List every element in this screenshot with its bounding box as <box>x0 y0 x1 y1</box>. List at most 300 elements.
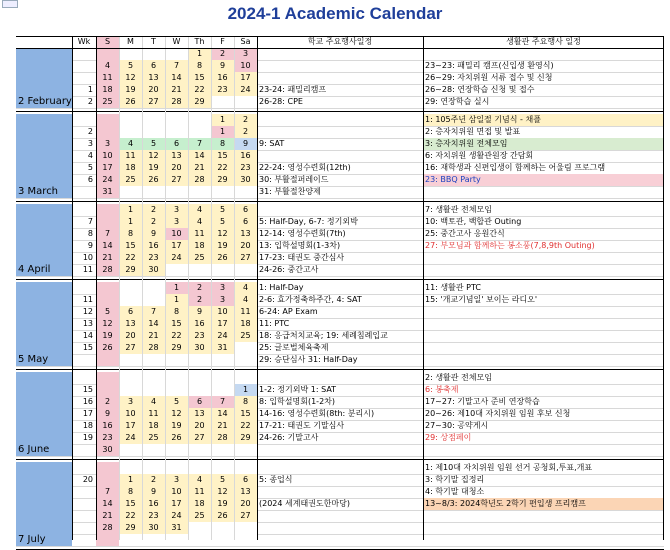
day-cell: 11 <box>96 72 119 84</box>
school-event: 31: 부활절찬양제 <box>259 187 321 196</box>
day-cell: 18 <box>188 498 211 510</box>
day-cell <box>188 126 211 138</box>
day-cell: 5 <box>211 216 234 228</box>
day-cell: 9 <box>96 408 119 420</box>
day-cell: 23 <box>234 162 257 174</box>
day-cell: 28 <box>211 432 234 444</box>
day-cell <box>119 372 142 384</box>
day-cell: 6 <box>119 306 142 318</box>
header-bottom-line <box>16 48 664 49</box>
day-cell <box>234 354 257 366</box>
dorm-event <box>423 306 664 318</box>
day-cell <box>234 462 257 474</box>
week-number: 19 <box>82 433 93 442</box>
week-number <box>72 60 96 72</box>
day-cell: 21 <box>211 420 234 432</box>
day-cell: 26 <box>119 96 142 108</box>
dorm-event <box>423 354 664 366</box>
school-event: 14-16: 영성수련회(8th: 분리시) <box>259 409 375 418</box>
school-event <box>257 60 423 72</box>
day-cell: 3 <box>211 282 234 294</box>
week-number <box>72 114 96 126</box>
day-cell <box>119 444 142 456</box>
week-number: 2 <box>87 97 93 106</box>
day-cell: 10 <box>211 306 234 318</box>
day-cell: 20 <box>142 84 165 96</box>
day-cell <box>188 534 211 546</box>
week-number <box>72 498 96 510</box>
school-event: 1: Half-Day <box>259 283 304 292</box>
day-cell: 5 <box>211 474 234 486</box>
day-cell: 26 <box>165 432 188 444</box>
day-cell: 24 <box>165 252 188 264</box>
day-cell: 2 <box>234 126 257 138</box>
week-number: 15 <box>82 385 93 394</box>
day-cell: 1 <box>211 114 234 126</box>
day-cell: 16 <box>142 240 165 252</box>
school-event <box>257 510 423 522</box>
day-cell: 26 <box>211 510 234 522</box>
day-cell: 22 <box>165 330 188 342</box>
month-band <box>16 282 72 366</box>
day-cell: 23 <box>211 84 234 96</box>
dorm-event: 23: BBQ Party <box>423 174 664 186</box>
day-cell: 1 <box>119 204 142 216</box>
day-cell: 20 <box>234 240 257 252</box>
week-number: 15 <box>82 343 93 352</box>
day-cell: 14 <box>96 498 119 510</box>
day-cell: 12 <box>165 408 188 420</box>
day-cell: 30 <box>142 264 165 276</box>
row-gridline <box>16 276 664 277</box>
month-band <box>16 204 72 276</box>
school-event: 26-28: CPE <box>259 97 303 106</box>
day-cell: 22 <box>211 162 234 174</box>
day-column-gridline <box>142 36 143 540</box>
dorm-event: 2: 생활관 전체모임 <box>425 373 492 382</box>
week-number: 1 <box>87 85 93 94</box>
school-event <box>257 204 423 216</box>
day-cell: 6 <box>165 138 188 150</box>
calendar-grid <box>16 36 664 545</box>
day-cell: 13 <box>188 408 211 420</box>
day-cell: 25 <box>234 330 257 342</box>
day-cell: 12 <box>211 486 234 498</box>
day-cell: 17 <box>119 420 142 432</box>
week-number: 11 <box>82 295 93 304</box>
day-cell: 15 <box>211 150 234 162</box>
day-cell: 20 <box>234 498 257 510</box>
day-cell: 19 <box>211 240 234 252</box>
day-cell <box>188 384 211 396</box>
day-cell: 12 <box>211 228 234 240</box>
day-cell: 15 <box>119 498 142 510</box>
day-cell: 20 <box>119 330 142 342</box>
dorm-event <box>423 252 664 264</box>
day-header-tue: T <box>142 36 165 48</box>
day-cell: 9 <box>234 138 257 150</box>
day-header-fri: F <box>211 36 234 48</box>
day-cell: 28 <box>188 174 211 186</box>
day-cell: 20 <box>165 162 188 174</box>
dorm-event: 7: 생활관 전체모임 <box>425 205 492 214</box>
week-number: 4 <box>87 151 93 160</box>
day-cell: 25 <box>188 252 211 264</box>
day-cell <box>142 444 165 456</box>
day-cell: 7 <box>142 306 165 318</box>
day-cell: 30 <box>142 522 165 534</box>
day-cell: 2 <box>188 282 211 294</box>
week-number: 8 <box>87 229 93 238</box>
day-header-wed: W <box>165 36 188 48</box>
day-cell: 4 <box>142 396 165 408</box>
month-label: 3 March <box>18 186 59 197</box>
day-cell: 29 <box>119 264 142 276</box>
month-label: 6 June <box>18 444 50 455</box>
day-cell <box>142 282 165 294</box>
day-column-gridline <box>165 36 166 540</box>
dorm-event: 26~29: 자치위원 서류 접수 및 신청 <box>425 73 553 82</box>
day-cell: 8 <box>211 138 234 150</box>
day-cell: 24 <box>165 510 188 522</box>
day-cell: 10 <box>165 228 188 240</box>
day-cell: 27 <box>188 432 211 444</box>
day-cell <box>96 474 119 486</box>
day-column-gridline <box>119 36 120 540</box>
day-cell: 18 <box>188 240 211 252</box>
dorm-event: 10: 백토관, 백합관 Outing <box>425 217 522 226</box>
dorm-event: 15: '개교기념일' 보이는 라디오' <box>425 295 538 304</box>
school-event: 8: 입학설명회(1-2차) <box>259 397 336 406</box>
day-cell: 19 <box>142 162 165 174</box>
day-cell <box>142 114 165 126</box>
page-title: 2024-1 Academic Calendar <box>227 4 443 23</box>
day-cell: 17 <box>165 240 188 252</box>
school-event: 2-6: 효가정축하주간, 4: SAT <box>259 295 362 304</box>
day-cell: 10 <box>96 150 119 162</box>
week-number: 3 <box>87 139 93 148</box>
day-cell <box>234 522 257 534</box>
week-number: 20 <box>82 475 93 484</box>
school-event: 11: PTC <box>259 319 290 328</box>
dorm-event: 26~28: 연장학습 신청 및 접수 <box>425 85 535 94</box>
day-cell: 30 <box>96 444 119 456</box>
day-cell <box>211 372 234 384</box>
day-cell: 29 <box>165 342 188 354</box>
school-event <box>257 444 423 456</box>
day-cell <box>188 522 211 534</box>
day-cell <box>96 462 119 474</box>
day-cell <box>188 354 211 366</box>
dorm-event: 2: 층자치위원 면접 및 발표 <box>425 127 521 136</box>
day-cell: 6 <box>142 60 165 72</box>
week-number: 14 <box>82 331 93 340</box>
day-cell <box>188 186 211 198</box>
day-cell: 2 <box>211 48 234 60</box>
day-cell: 21 <box>165 84 188 96</box>
dorm-event <box>423 510 664 522</box>
day-cell: 6 <box>188 396 211 408</box>
dorm-event: 6: 자치위원 생활관원장 간담회 <box>425 151 534 160</box>
day-cell: 9 <box>142 228 165 240</box>
day-cell <box>211 96 234 108</box>
day-cell: 4 <box>119 138 142 150</box>
month-separator <box>16 279 664 280</box>
dorm-event <box>423 522 664 534</box>
school-event <box>257 522 423 534</box>
day-cell: 2 <box>142 204 165 216</box>
week-number: 17 <box>82 409 93 418</box>
day-cell: 8 <box>119 486 142 498</box>
column-line <box>663 36 664 540</box>
dorm-event: 4: 학기말 대청소 <box>425 487 485 496</box>
day-cell <box>119 462 142 474</box>
day-cell <box>142 186 165 198</box>
week-number <box>72 486 96 498</box>
day-cell: 30 <box>234 174 257 186</box>
day-column-gridline <box>234 36 235 540</box>
day-cell: 16 <box>211 72 234 84</box>
day-cell <box>188 444 211 456</box>
dorm-event: 1: 105주년 삼일절 기념식 - 채플 <box>423 114 664 126</box>
day-cell: 9 <box>211 60 234 72</box>
day-cell <box>234 372 257 384</box>
day-cell: 21 <box>96 252 119 264</box>
day-cell: 1 <box>188 48 211 60</box>
day-cell: 21 <box>96 510 119 522</box>
dorm-event <box>423 48 664 60</box>
header-top-line <box>16 36 664 37</box>
day-cell <box>211 444 234 456</box>
week-number <box>72 186 96 198</box>
school-event: 18: 응급처치교육; 19: 세례침례입교 <box>259 331 388 340</box>
week-number <box>72 444 96 456</box>
day-cell <box>211 384 234 396</box>
day-cell <box>165 264 188 276</box>
day-cell <box>96 48 119 60</box>
day-cell <box>188 114 211 126</box>
day-cell: 18 <box>234 318 257 330</box>
day-cell <box>165 186 188 198</box>
day-cell: 18 <box>142 420 165 432</box>
day-cell: 15 <box>119 240 142 252</box>
day-cell: 4 <box>188 474 211 486</box>
day-cell: 4 <box>188 216 211 228</box>
day-cell: 1 <box>165 282 188 294</box>
school-event <box>257 372 423 384</box>
day-cell: 2 <box>188 294 211 306</box>
week-number: 13 <box>82 319 93 328</box>
day-header-thu: Th <box>188 36 211 48</box>
day-cell: 6 <box>234 474 257 486</box>
day-cell: 29 <box>188 96 211 108</box>
day-cell: 11 <box>188 228 211 240</box>
school-event: (2024 세계태권도한마당) <box>259 499 350 508</box>
column-line <box>96 36 97 540</box>
week-number: 7 <box>87 217 93 226</box>
day-cell: 18 <box>96 84 119 96</box>
school-event <box>257 72 423 84</box>
day-cell: 5 <box>142 138 165 150</box>
day-cell: 22 <box>119 510 142 522</box>
day-cell: 24 <box>234 84 257 96</box>
day-cell: 24 <box>211 330 234 342</box>
day-cell: 5 <box>96 306 119 318</box>
day-cell: 21 <box>188 162 211 174</box>
day-cell: 13 <box>142 72 165 84</box>
school-event <box>257 126 423 138</box>
month-label: 2 February <box>18 96 72 107</box>
school-event <box>257 150 423 162</box>
day-cell: 19 <box>119 84 142 96</box>
school-event: 30: 부활절퍼레이드 <box>259 175 329 184</box>
day-header-mon: M <box>119 36 142 48</box>
day-cell: 29 <box>119 522 142 534</box>
school-event: 25: 글로벌체육축제 <box>259 343 329 352</box>
day-cell <box>188 462 211 474</box>
column-line <box>257 36 258 540</box>
dorm-event: 29: 상점페이 <box>425 433 472 442</box>
day-cell: 3 <box>165 216 188 228</box>
dorm-event <box>423 330 664 342</box>
school-event: 13: 입학설명회(1-3차) <box>259 241 341 250</box>
day-cell <box>234 264 257 276</box>
dorm-event: 27: 부모님과 함께하는 봉소풍(7,8,9th Outing) <box>425 241 595 250</box>
month-label: 5 May <box>18 354 49 365</box>
day-cell <box>165 48 188 60</box>
day-cell <box>165 372 188 384</box>
day-cell <box>165 534 188 546</box>
day-cell: 12 <box>96 318 119 330</box>
day-cell: 25 <box>119 174 142 186</box>
day-cell: 1 <box>211 126 234 138</box>
day-cell: 13 <box>234 228 257 240</box>
day-cell <box>165 462 188 474</box>
day-cell: 10 <box>234 60 257 72</box>
day-cell <box>211 534 234 546</box>
day-cell: 2 <box>96 396 119 408</box>
dorm-event: 11: 생활관 PTC <box>425 283 481 292</box>
day-cell: 9 <box>188 306 211 318</box>
week-number: 11 <box>82 265 93 274</box>
week-number <box>72 354 96 366</box>
school-event: 29: 승단심사 31: Half-Day <box>259 355 358 364</box>
day-cell: 4 <box>234 294 257 306</box>
school-event: 22-24: 영성수련회(12th) <box>259 163 351 172</box>
day-cell: 29 <box>211 174 234 186</box>
day-cell: 27 <box>165 174 188 186</box>
day-cell <box>165 114 188 126</box>
day-cell <box>142 48 165 60</box>
school-event <box>257 486 423 498</box>
dorm-event: 17~27: 기말고사 준비 연장학습 <box>425 397 540 406</box>
day-cell <box>142 294 165 306</box>
week-number: 6 <box>87 175 93 184</box>
week-number <box>72 462 96 474</box>
day-cell: 20 <box>188 420 211 432</box>
month-separator <box>16 111 664 112</box>
day-cell: 19 <box>96 330 119 342</box>
day-cell: 15 <box>188 72 211 84</box>
day-cell: 14 <box>96 240 119 252</box>
day-cell <box>96 372 119 384</box>
day-cell: 8 <box>188 60 211 72</box>
day-cell: 23 <box>142 510 165 522</box>
dorm-event: 29: 연장학습 실시 <box>425 97 490 106</box>
day-cell: 19 <box>211 498 234 510</box>
day-cell: 11 <box>119 150 142 162</box>
day-cell: 23 <box>188 330 211 342</box>
day-cell <box>119 354 142 366</box>
school-event: 1-2: 정기외박 1: SAT <box>259 385 337 394</box>
week-number <box>72 534 96 546</box>
day-cell: 3 <box>234 48 257 60</box>
dorm-event: 23~23: 패밀리 캠프(신입생 환영식) <box>425 61 554 70</box>
day-cell: 31 <box>96 186 119 198</box>
day-cell: 11 <box>142 408 165 420</box>
day-cell: 2 <box>234 114 257 126</box>
week-number <box>72 204 96 216</box>
day-cell <box>96 534 119 546</box>
day-cell: 23 <box>96 432 119 444</box>
day-cell <box>119 126 142 138</box>
day-column-gridline <box>188 36 189 540</box>
dorm-event: 1: 제10대 자치위원 임원 선거 공청회,투표,개표 <box>425 463 593 472</box>
week-number: 2 <box>87 127 93 136</box>
dorm-event <box>423 342 664 354</box>
week-number <box>72 72 96 84</box>
day-cell <box>211 354 234 366</box>
day-cell: 17 <box>234 72 257 84</box>
day-cell <box>188 372 211 384</box>
week-number <box>72 372 96 384</box>
day-cell <box>96 354 119 366</box>
day-cell: 30 <box>188 342 211 354</box>
day-cell: 4 <box>188 204 211 216</box>
day-cell: 7 <box>96 486 119 498</box>
day-cell: 26 <box>142 174 165 186</box>
day-cell: 5 <box>211 204 234 216</box>
day-cell <box>211 462 234 474</box>
day-cell: 4 <box>234 282 257 294</box>
day-header-sun: S <box>96 36 119 48</box>
day-cell <box>234 186 257 198</box>
day-cell: 3 <box>165 474 188 486</box>
row-gridline <box>16 366 664 367</box>
day-cell <box>96 216 119 228</box>
dorm-event: 20~26: 제10대 자치위원 임원 후보 신청 <box>425 409 571 418</box>
day-cell <box>142 384 165 396</box>
day-cell: 5 <box>165 396 188 408</box>
day-cell: 23 <box>142 252 165 264</box>
day-cell: 13 <box>165 150 188 162</box>
day-cell: 15 <box>234 408 257 420</box>
dorm-event: 27~30: 공약게시 <box>425 421 489 430</box>
dorm-event: 16: 재학생과 신편입생이 함께하는 어울림 프로그램 <box>425 163 606 172</box>
day-cell: 22 <box>234 420 257 432</box>
day-cell <box>165 126 188 138</box>
month-label: 4 April <box>18 264 51 275</box>
day-cell <box>142 354 165 366</box>
day-cell: 8 <box>165 306 188 318</box>
dorm-event: 13~8/3: 2024학년도 2학기 편입생 프리캠프 <box>423 498 664 510</box>
month-band <box>16 114 72 198</box>
day-cell <box>96 114 119 126</box>
dorm-event <box>423 534 664 546</box>
day-cell: 14 <box>211 408 234 420</box>
day-cell <box>234 342 257 354</box>
day-cell: 13 <box>119 318 142 330</box>
